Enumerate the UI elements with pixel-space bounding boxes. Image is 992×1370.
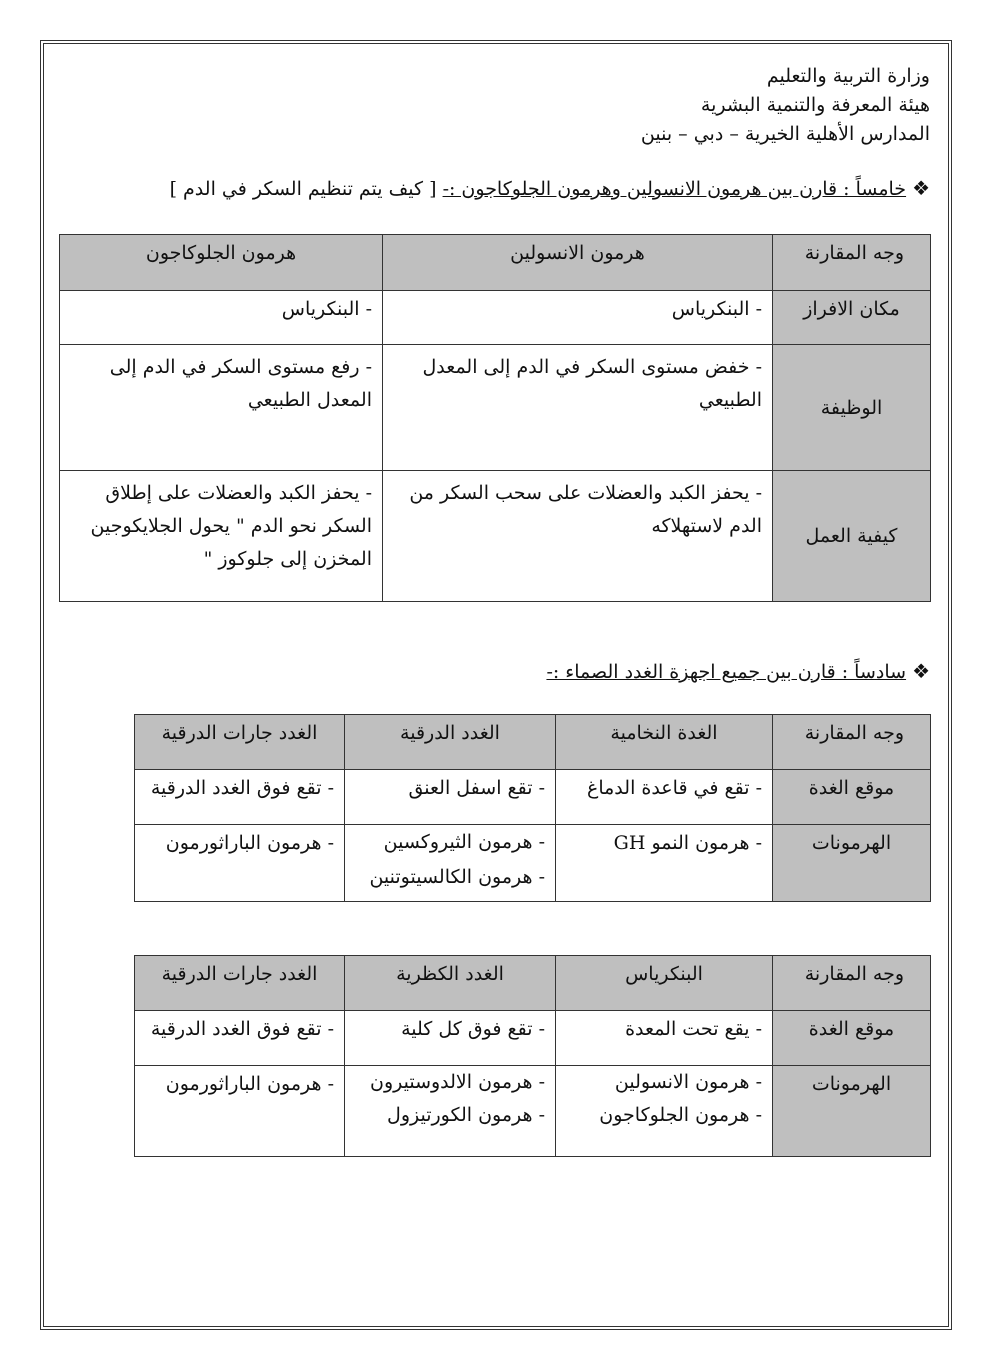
row-label-location: موقع الغدة <box>773 1011 931 1066</box>
header-parathyroid: الغدد جارات الدرقية <box>135 956 345 1011</box>
section5-heading <box>170 176 930 200</box>
ministry-name: وزارة التربية والتعليم <box>766 65 930 87</box>
row-label-secretion: مكان الافراز <box>773 291 931 345</box>
endocrine-table-1 <box>134 714 931 902</box>
document-header <box>641 62 930 149</box>
section6-title: سادساً : قارن بين جميع اجهزة الغدد الصماء :- <box>546 661 907 683</box>
table-row <box>135 825 931 902</box>
cell-thyroid-location: - تقع اسفل العنق <box>345 770 556 825</box>
table-header-row <box>135 956 931 1011</box>
cell-parathyroid-location: - تقع فوق الغدد الدرقية <box>135 770 345 825</box>
row-label-hormones: الهرمونات <box>773 825 931 902</box>
table-header-row <box>60 235 931 291</box>
section5-subtitle: [ كيف يتم تنظيم السكر في الدم ] <box>169 178 443 200</box>
cell-adrenal-location: - تقع فوق كل كلية <box>345 1011 556 1066</box>
section6-heading <box>546 659 930 683</box>
header-comparison: وجه المقارنة <box>773 715 931 770</box>
cell-thyroid-hormones: - هرمون الثيروكسين - هرمون الكالسيتوتنين <box>345 825 556 902</box>
header-glucagon: هرمون الجلوكاجون <box>60 235 383 291</box>
header-pancreas: البنكرياس <box>556 956 773 1011</box>
school-name: المدارس الأهلية الخيرية – دبي – بنين <box>640 123 930 145</box>
table-row <box>135 770 931 825</box>
table-header-row <box>135 715 931 770</box>
table-row <box>60 291 931 345</box>
section5-title: خامساً : قارن بين هرمون الانسولين وهرمون الجلوكاجون :- <box>442 178 907 200</box>
cell-adrenal-hormones: - هرمون الالدوستيرون - هرمون الكورتيزول <box>345 1066 556 1157</box>
row-label-location: موقع الغدة <box>773 770 931 825</box>
cell-parathyroid-location: - تقع فوق الغدد الدرقية <box>135 1011 345 1066</box>
cell-insulin-mechanism: - يحفز الكبد والعضلات على سحب السكر من الدم لاستهلاكه <box>383 471 773 602</box>
endocrine-table-2 <box>134 955 931 1157</box>
cell-insulin-function: - خفض مستوى السكر في الدم إلى المعدل الطبيعي <box>383 345 773 471</box>
row-label-function: الوظيفة <box>773 345 931 471</box>
cell-parathyroid-hormones: - هرمون الباراثورمون <box>135 1066 345 1157</box>
cell-pancreas-location: - يقع تحت المعدة <box>556 1011 773 1066</box>
table-row <box>135 1066 931 1157</box>
cell-parathyroid-hormones: - هرمون الباراثورمون <box>135 825 345 902</box>
table-row <box>60 345 931 471</box>
diamond-bullet-icon: ❖ <box>912 176 930 200</box>
cell-glucagon-secretion: - البنكرياس <box>60 291 383 345</box>
row-label-hormones: الهرمونات <box>773 1066 931 1157</box>
header-parathyroid: الغدد جارات الدرقية <box>135 715 345 770</box>
diamond-bullet-icon: ❖ <box>912 659 930 683</box>
header-pituitary: الغدة النخامية <box>556 715 773 770</box>
cell-pituitary-hormones: - هرمون النمو GH <box>556 825 773 902</box>
header-comparison: وجه المقارنة <box>773 235 931 291</box>
header-thyroid: الغدد الدرقية <box>345 715 556 770</box>
cell-pancreas-hormones: - هرمون الانسولين - هرمون الجلوكاجون <box>556 1066 773 1157</box>
table-row <box>135 1011 931 1066</box>
row-label-mechanism: كيفية العمل <box>773 471 931 602</box>
cell-insulin-secretion: - البنكرياس <box>383 291 773 345</box>
cell-glucagon-function: - رفع مستوى السكر في الدم إلى المعدل الطبيعي <box>60 345 383 471</box>
table-row <box>60 471 931 602</box>
cell-pituitary-location: - تقع في قاعدة الدماغ <box>556 770 773 825</box>
header-insulin: هرمون الانسولين <box>383 235 773 291</box>
header-comparison: وجه المقارنة <box>773 956 931 1011</box>
authority-name: هيئة المعرفة والتنمية البشرية <box>700 94 930 116</box>
header-adrenal: الغدد الكظرية <box>345 956 556 1011</box>
insulin-glucagon-table <box>59 234 931 602</box>
cell-glucagon-mechanism: - يحفز الكبد والعضلات على إطلاق السكر نحو الدم " يحول الجلايكوجين المخزن إلى جلوكوز " <box>60 471 383 602</box>
